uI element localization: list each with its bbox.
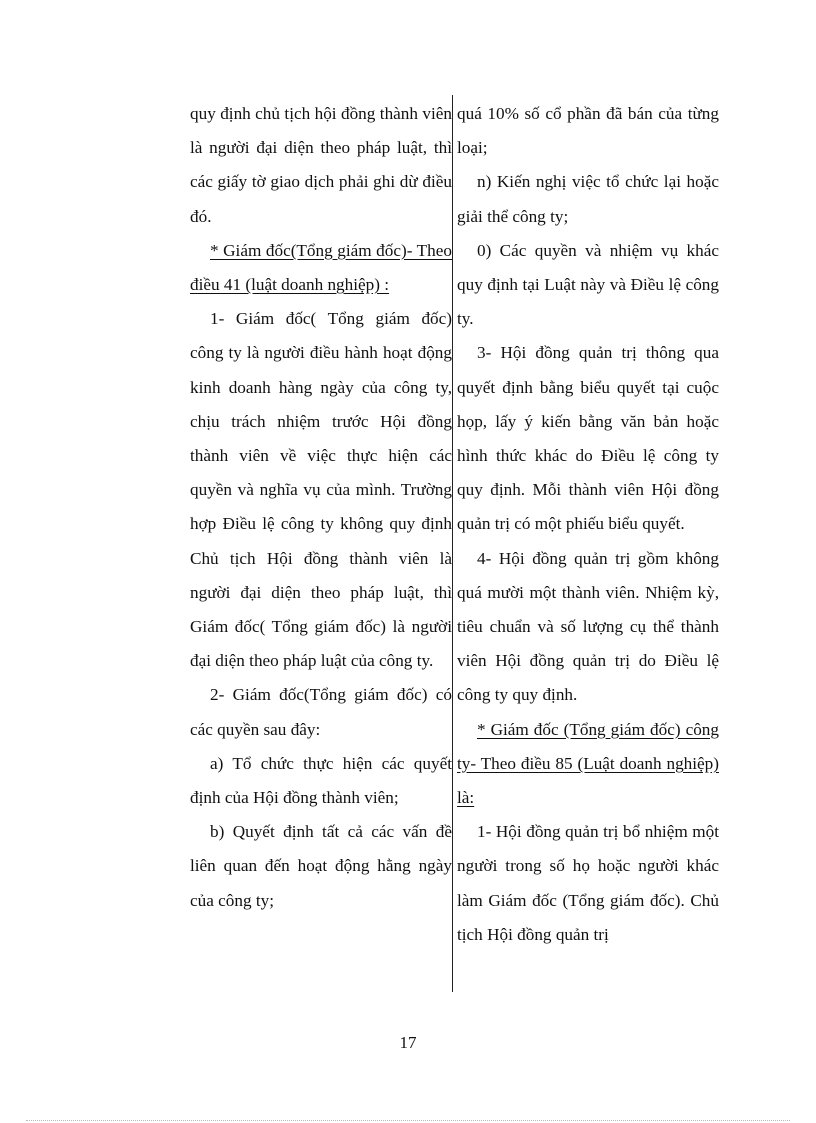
left-column <box>190 97 452 918</box>
paragraph <box>457 815 719 952</box>
section-heading-text: * Giám đốc(Tổng giám đốc)- Theo điều 41 (luật doanh nghiệp) : <box>190 240 452 295</box>
paragraph-text: quá 10% số cổ phần đã bán của từng loại; <box>457 104 719 158</box>
paragraph-text: 1- Hội đồng quản trị bổ nhiệm một người trong số họ hoặc người khác làm Giám đốc (Tổng giám đốc). Chủ tịch Hội đồng quản trị <box>457 822 719 944</box>
paragraph-text: 3- Hội đồng quản trị thông qua quyết định bằng biểu quyết tại cuộc họp, lấy ý kiến bằng văn bản hoặc hình thức khác do Điều lệ công ty quy định. Mỗi thành viên Hội đồng quản trị có một phiếu biểu quyết. <box>457 343 719 534</box>
paragraph <box>190 747 452 815</box>
paragraph <box>190 97 452 234</box>
paragraph-text: n) Kiến nghị việc tổ chức lại hoặc giải thể công ty; <box>457 172 719 226</box>
paragraph <box>190 302 452 678</box>
paragraph-text: 0) Các quyền và nhiệm vụ khác quy định tại Luật này và Điều lệ công ty. <box>457 240 719 329</box>
paragraph-text: 1- Giám đốc( Tổng giám đốc) công ty là người điều hành hoạt động kinh doanh hàng ngày của công ty, chịu trách nhiệm trước Hội đồng thành viên về việc thực hiện các quyền và nghĩa vụ của mình. Trường hợp Điều lệ công ty không quy định Chủ tịch Hội đồng thành viên là người đại diện theo pháp luật, thì Giám đốc( Tổng giám đốc) là người đại diện theo pháp luật của công ty. <box>190 309 452 671</box>
paragraph-text: 2- Giám đốc(Tổng giám đốc) có các quyền sau đây: <box>190 685 452 739</box>
paragraph <box>190 678 452 746</box>
section-heading <box>190 234 452 302</box>
paragraph-text: a) Tổ chức thực hiện các quyết định của Hội đồng thành viên; <box>190 753 452 808</box>
paragraph <box>457 165 719 233</box>
paragraph-text: quy định chủ tịch hội đồng thành viên là người đại diện theo pháp luật, thì các giấy tờ giao dịch phải ghi dừ điều đó. <box>190 104 452 226</box>
paragraph-text: 4- Hội đồng quản trị gồm không quá mười một thành viên. Nhiệm kỳ, tiêu chuẩn và số lượng cụ thể thành viên Hội đồng quản trị do Điều lệ công ty quy định. <box>457 548 719 705</box>
paragraph <box>457 97 719 165</box>
paragraph <box>457 336 719 541</box>
column-divider <box>452 95 453 992</box>
section-heading <box>457 713 719 816</box>
paragraph <box>190 815 452 918</box>
page-number: 17 <box>399 1033 417 1052</box>
paragraph-text: b) Quyết định tất cả các vấn đề liên quan đến hoạt động hằng ngày của công ty; <box>190 822 452 910</box>
right-column <box>457 97 719 952</box>
paragraph <box>457 234 719 337</box>
section-heading-text: * Giám đốc (Tổng giám đốc) công ty- Theo điều 85 (Luật doanh nghiệp) là: <box>457 719 719 808</box>
footer-rule <box>26 1120 790 1121</box>
paragraph <box>457 542 719 713</box>
